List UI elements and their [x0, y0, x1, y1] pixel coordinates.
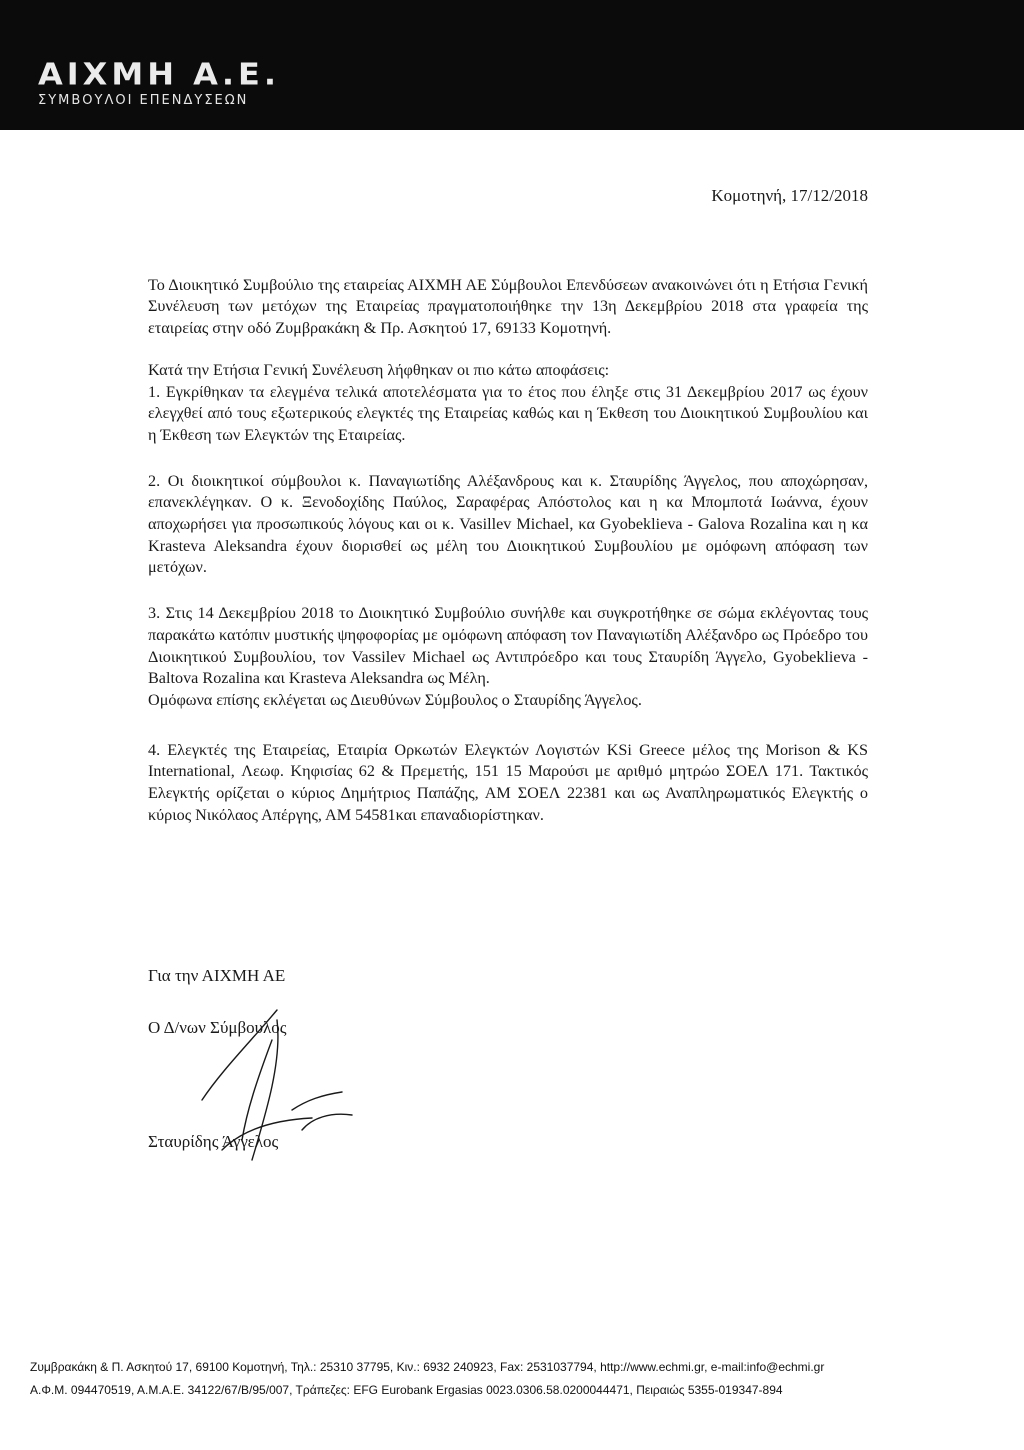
- decision-1: 1. Εγκρίθηκαν τα ελεγμένα τελικά αποτελέσματα για το έτος που έληξε στις 31 Δεκεμβρίου 2017 ως έχουν ελεγχθεί από τους εξωτερικούς ελεγκτές της Εταιρείας καθώς και η Έκθεση του Διοικητικού Συμβουλίου και η Έκθεση των Ελεγκτών της Εταιρείας.: [148, 382, 868, 444]
- decisions-heading: Κατά την Ετήσια Γενική Συνέλευση λήφθηκαν οι πιο κάτω αποφάσεις:: [148, 360, 610, 379]
- footer: [30, 1356, 1000, 1402]
- dateline: Κομοτηνή, 17/12/2018: [711, 186, 868, 205]
- decision-4: 4. Ελεγκτές της Εταιρείας, Εταιρία Ορκωτών Ελεγκτών Λογιστών KSi Greece μέλος της Morison & KS International, Λεωφ. Κηφισίας 62 & Πρεμετής, 151 15 Μαρούσι με αριθμό μητρώο ΣΟΕΛ 171. Τακτικός Ελεγκτής ορίζεται ο κύριος Δημήτριος Παπάζης, ΑΜ ΣΟΕΛ 22381 και ως Αναπληρωματικός Ελεγκτής ο κύριος Νικόλαος Απέργης, ΑΜ 54581και επαναδιορίστηκαν.: [148, 740, 868, 824]
- decision-3: 3. Στις 14 Δεκεμβρίου 2018 το Διοικητικό Συμβούλιο συνήλθε και συγκροτήθηκε σε σώμα εκλέγοντας τους παρακάτω κατόπιν μυστικής ψηφοφορίας με ομόφωνη απόφαση τον Παναγιωτίδη Αλέξανδρο ως Πρόεδρο του Διοικητικού Συμβουλίου, τον Vassilev Michael ως Αντιπρόεδρο και τους Σταυρίδη Άγγελο, Gyobeklieva - Baltova Rozalina και Krasteva Aleksandra ως Μέλη.: [148, 604, 868, 688]
- decision-3-extra: Ομόφωνα επίσης εκλέγεται ως Διευθύνων Σύμβουλος ο Σταυρίδης Άγγελος.: [148, 690, 642, 709]
- signatory-name: Σταυρίδης Άγγελος: [148, 1132, 279, 1151]
- for-company-label: Για την ΑΙΧΜΗ ΑΕ: [148, 966, 286, 985]
- signatory-role: Ο Δ/νων Σύμβουλος: [148, 1018, 287, 1037]
- footer-registration-line: Α.Φ.Μ. 094470519, Α.Μ.Α.Ε. 34122/67/Β/95/007, Τράπεζες: EFG Eurobank Ergasias 0023.0306.58.0200044471, Πειραιώς 5355-019347-894: [30, 1383, 783, 1397]
- letter-body: [148, 185, 868, 826]
- footer-contact-line: Ζυμβρακάκη & Π. Ασκητού 17, 69100 Κομοτηνή, Τηλ.: 25310 37795, Κιν.: 6932 240923, Fax: 2531037794, http://www.echmi.gr, e-mail:info@echmi.gr: [30, 1360, 825, 1374]
- company-logo: ΑΙΧΜΗ Α.Ε.: [38, 55, 281, 93]
- decision-2: 2. Οι διοικητικοί σύμβουλοι κ. Παναγιωτίδης Αλέξανδρους και κ. Σταυρίδης Άγγελος, που αποχώρησαν, επανεκλέγηκαν. Ο κ. Ξενοδοχίδης Παύλος, Σαραφέρας Απόστολος και η κα Μπομποτά Ιωάννα, έχουν αποχωρήσει για προσωπικούς λόγους και οι κ. Vasillev Michael, κα Gyobeklieva - Galova Rozalina και η κα Krasteva Aleksandra έχουν διορισθεί ως μέλη του Διοικητικού Συμβουλίου με ομόφωνη απόφαση των μετόχων.: [148, 471, 868, 577]
- company-subtitle: ΣΥΜΒΟΥΛΟΙ ΕΠΕΝΔΥΣΕΩΝ: [38, 93, 249, 108]
- letterhead-band: [0, 0, 1024, 130]
- intro-paragraph: Το Διοικητικό Συμβούλιο της εταιρείας ΑΙΧΜΗ ΑΕ Σύμβουλοι Επενδύσεων ανακοινώνει ότι η Ετήσια Γενική Συνέλευση των μετόχων της Εταιρείας πραγματοποιήθηκε την 13η Δεκεμβρίου 2018 στα γραφεία της εταιρείας στην οδό Ζυμβρακάκη & Πρ. Ασκητού 17, 69133 Κομοτηνή.: [148, 275, 868, 338]
